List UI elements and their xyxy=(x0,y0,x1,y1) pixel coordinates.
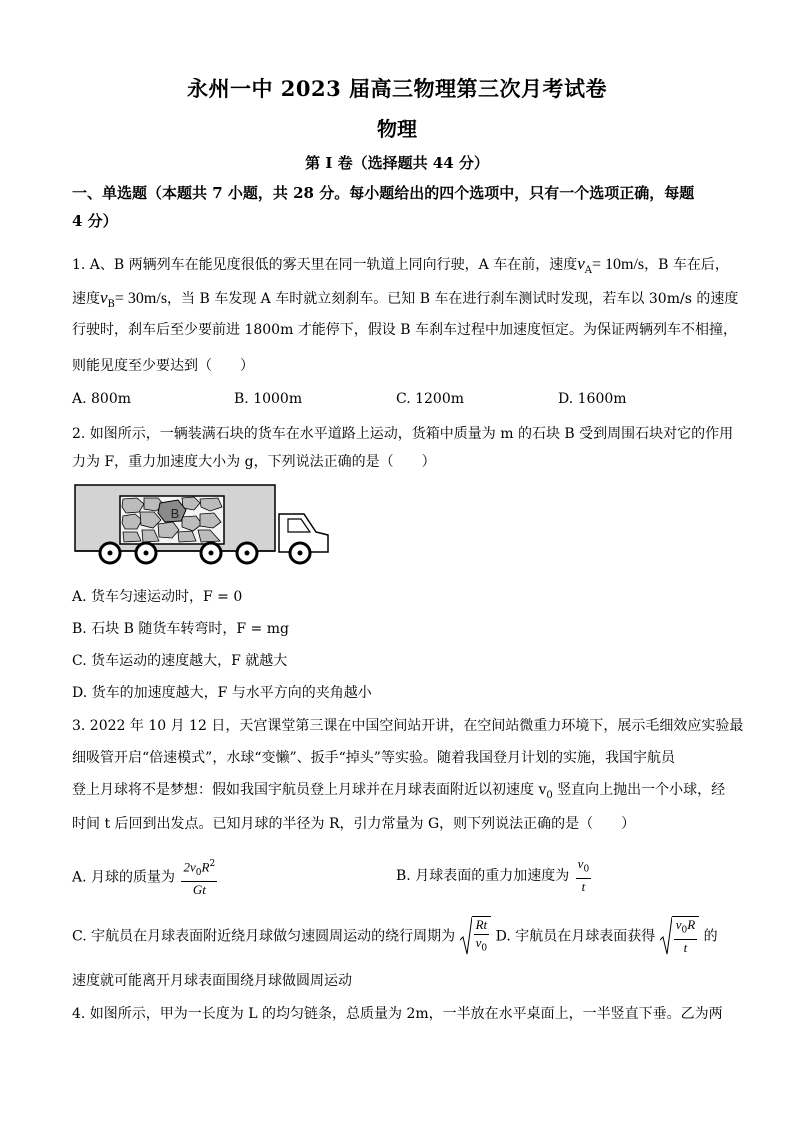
q1-option-d: D. 1600m xyxy=(558,391,627,407)
q3-option-a: A. 月球的质量为 $\frac{2v_0R^2}{Gt}$ xyxy=(72,856,219,899)
fraction-gravity: $\frac{v_0}{t}$ xyxy=(577,856,590,894)
q2-option-c: C. 货车运动的速度越大，F 就越大 xyxy=(72,653,288,669)
q2-line2: 力为 F，重力加速度大小为 g，下列说法正确的是（ ） xyxy=(72,454,436,470)
q1-line2: 速度$v_B= 30m/s$，当 B 车发现 A 车时就立刻刹车。已知 B 车在进行刹车测试时发现，若车以 30m/s 的速度 xyxy=(72,288,739,310)
q2-option-d: D. 货车的加速度越大，F 与水平方向的夹角越小 xyxy=(72,685,372,701)
sqrt-period: $\frac{Rt}{v_0}$ xyxy=(460,916,492,957)
q3-line4: 时间 t 后回到出发点。已知月球的半径为 R，引力常量为 G，则下列说法正确的是（ ） xyxy=(72,816,636,832)
q1-line1: 1. A、B 两辆列车在能见度很低的雾天里在同一轨道上同向行驶，A 车在前，速度$v_A= 10m/s$，B 车在后， xyxy=(72,254,729,276)
q4-line1: 4. 如图所示，甲为一长度为 L 的均匀链条，总质量为 2m，一半放在水平桌面上，一半竖直下垂。乙为两 xyxy=(72,1006,723,1022)
sqrt-speed: $\frac{v_0R}{t}$ xyxy=(660,916,699,957)
q2-line1: 2. 如图所示，一辆装满石块的货车在水平道路上运动，货箱中质量为 m 的石块 B 受到周围石块对它的作用 xyxy=(72,426,734,442)
q3-option-c-d: C. 宇航员在月球表面附近绕月球做匀速圆周运动的绕行周期为 $\frac{Rt}{v_0}$ D. 宇航员在月球表面获得 $\frac{v_0R}{t}$ 的 xyxy=(72,917,718,955)
truck-figure xyxy=(74,484,334,566)
q2-option-a: A. 货车匀速运动时，F = 0 xyxy=(72,589,243,605)
q1-option-b: B. 1000m xyxy=(234,391,303,407)
q1-line4: 则能见度至少要达到（ ） xyxy=(72,358,254,374)
subject-heading: 物理 xyxy=(377,117,417,141)
q1-option-c: C. 1200m xyxy=(396,391,465,407)
q3-line1: 3. 2022 年 10 月 12 日，天宫课堂第三课在中国空间站开讲，在空间站微重力环境下，展示毛细效应实验最 xyxy=(72,718,744,734)
section-heading-line2: 4 分） xyxy=(72,212,118,230)
q3-line2: 细吸管开启“倍速模式”，水球“变懒”、扳手“掉头”等实验。随着我国登月计划的实施，我国宇航员 xyxy=(72,750,675,766)
q1-line3: 行驶时，刹车后至少要前进 1800m 才能停下，假设 B 车刹车过程中加速度恒定。为保证两辆列车不相撞， xyxy=(72,322,737,338)
fraction-mass: $\frac{2v_0R^2}{Gt}$ xyxy=(181,856,217,899)
section-heading-line1: 一、单选题（本题共 7 小题，共 28 分。每小题给出的四个选项中，只有一个选项正确，每题 xyxy=(72,184,695,202)
q3-option-d-cont: 速度就可能离开月球表面围绕月球做圆周运动 xyxy=(72,973,352,989)
volume-heading: 第 I 卷（选择题共 44 分） xyxy=(305,154,489,172)
stone-b-label: B xyxy=(170,506,180,521)
q3-line3: 登上月球将不是梦想：假如我国宇航员登上月球并在月球表面附近以初速度 $v_0$ 竖直向上抛出一个小球，经 xyxy=(72,782,726,801)
q2-option-b: B. 石块 B 随货车转弯时，F = mg xyxy=(72,621,289,637)
q3-option-b: B. 月球表面的重力加速度为 $\frac{v_0}{t}$ xyxy=(396,856,590,894)
page-title: 永州一中 2023 届高三物理第三次月考试卷 xyxy=(186,76,608,101)
q1-option-a: A. 800m xyxy=(72,391,132,407)
